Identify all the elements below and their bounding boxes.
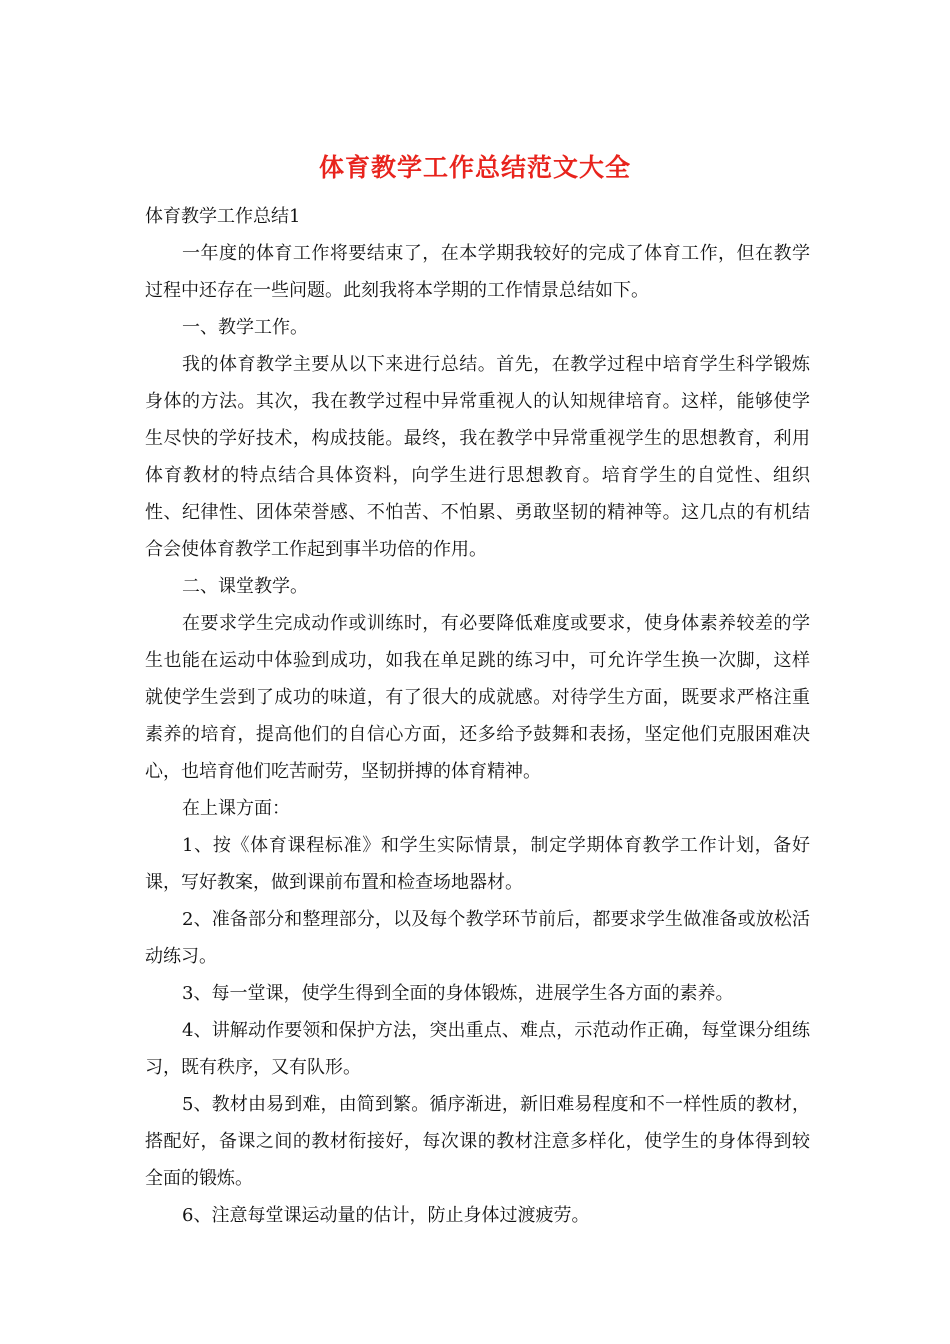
document-body: [145, 198, 810, 1234]
paragraph-teaching-work: 我的体育教学主要从以下来进行总结。首先，在教学过程中培育学生科学锻炼身体的方法。其次，我在教学过程中异常重视人的认知规律培育。这样，能够使学生尽快的学好技术，构成技能。最终，我在教学中异常重视学生的思想教育，利用体育教材的特点结合具体资料，向学生进行思想教育。培育学生的自觉性、组织性、纪律性、团体荣誉感、不怕苦、不怕累、勇敢坚韧的精神等。这几点的有机结合会使体育教学工作起到事半功倍的作用。: [145, 354, 810, 560]
list-item-2: 2、准备部分和整理部分，以及每个教学环节前后，都要求学生做准备或放松活动练习。: [145, 909, 810, 967]
page-title: 体育教学工作总结范文大全: [318, 153, 631, 182]
list-item-1: 1、按《体育课程标准》和学生实际情景，制定学期体育教学工作计划，备好课，写好教案，做到课前布置和检查场地器材。: [145, 835, 810, 893]
section-subtitle: 体育教学工作总结1: [145, 206, 301, 227]
heading-teaching-work: 一、教学工作。: [182, 317, 308, 338]
paragraph-intro: 一年度的体育工作将要结束了，在本学期我较好的完成了体育工作，但在教学过程中还存在一些问题。此刻我将本学期的工作情景总结如下。: [145, 243, 810, 301]
heading-classroom-teaching: 二、课堂教学。: [182, 576, 308, 597]
list-item-4: 4、讲解动作要领和保护方法，突出重点、难点，示范动作正确，每堂课分组练习，既有秩序，又有队形。: [145, 1020, 810, 1078]
paragraph-classroom-teaching: 在要求学生完成动作或训练时，有必要降低难度或要求，使身体素养较差的学生也能在运动中体验到成功，如我在单足跳的练习中，可允许学生换一次脚，这样就使学生尝到了成功的味道，有了很大的成就感。对待学生方面，既要求严格注重素养的培育，提高他们的自信心方面，还多给予鼓舞和表扬，坚定他们克服困难决心，也培育他们吃苦耐劳，坚韧拼搏的体育精神。: [145, 613, 810, 782]
list-item-5: 5、教材由易到难，由简到繁。循序渐进，新旧难易程度和不一样性质的教材，搭配好，备课之间的教材衔接好，每次课的教材注意多样化，使学生的身体得到较全面的锻炼。: [145, 1094, 810, 1189]
heading-in-class: 在上课方面：: [182, 798, 290, 819]
list-item-6: 6、注意每堂课运动量的估计，防止身体过渡疲劳。: [182, 1205, 590, 1226]
list-item-3: 3、每一堂课，使学生得到全面的身体锻炼，进展学生各方面的素养。: [182, 983, 734, 1004]
